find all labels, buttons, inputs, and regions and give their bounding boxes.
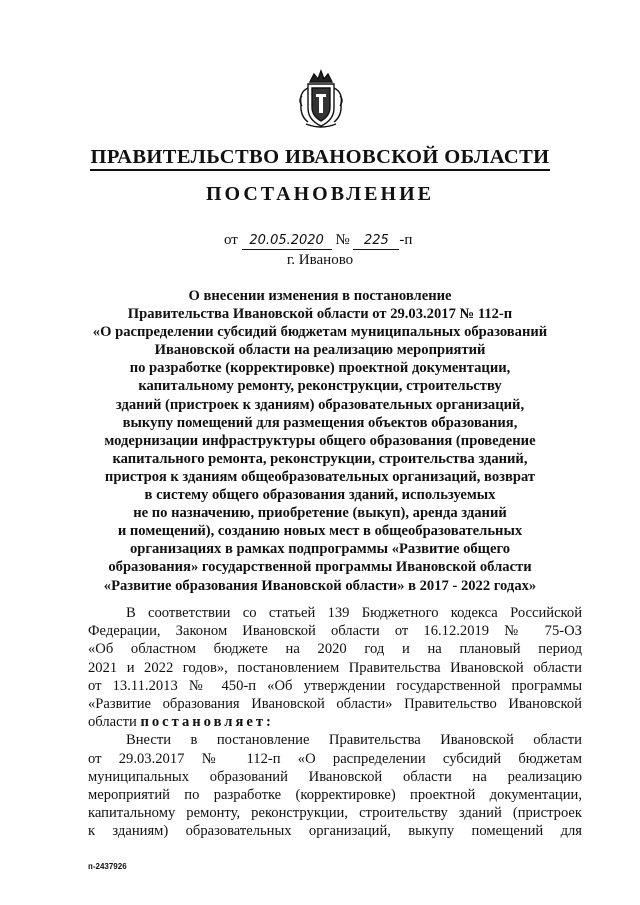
heading-line: по разработке (корректировке) проектной документации, <box>129 360 511 377</box>
amendment-line: Внести в постановление Правительства Ивановской области <box>126 732 582 749</box>
heading-line: в систему общего образования зданий, используемых <box>144 487 496 504</box>
heading-line: зданий (пристроек к зданиям) образовательных организаций, <box>115 396 525 413</box>
heading-line: организациях в рамках подпрограммы «Развитие общего <box>129 541 511 558</box>
coat-of-arms-emblem <box>296 66 346 130</box>
heading-line: Правительства Ивановской области от 29.03.2017 № 112-п <box>127 306 513 323</box>
heading-line: капитального ремонта, реконструкции, строительства зданий, <box>112 450 528 467</box>
preamble-line: В соответствии со статьей 139 Бюджетного кодекса Российской <box>126 605 582 621</box>
heading-line: выкупу помещений для размещения объектов образования, <box>122 414 518 431</box>
heading-line: «Развитие образования Ивановской области» в 2017 - 2022 годах» <box>103 577 537 594</box>
heading-line: и помещений), созданию новых мест в общеобразовательных <box>117 523 523 540</box>
heading-line: капитальному ремонту, реконструкции, строительству <box>138 378 502 395</box>
heading-line: пристроя к зданиям общеобразовательных организаций, возврат <box>104 468 536 485</box>
heading-line: О внесении изменения в постановление <box>188 288 452 304</box>
decree-body <box>88 604 582 841</box>
heading-line: Ивановской области на реализацию мероприятий <box>154 342 486 359</box>
document-type: ПОСТАНОВЛЕНИЕ <box>206 183 434 205</box>
footer-document-code: п-2437926 <box>88 862 127 871</box>
amendment-line: капитальному ремонту, реконструкции, строительству зданий (пристроек <box>88 805 582 822</box>
preamble-line: «Об областном бюджете на 2020 год и на плановый период <box>88 641 582 658</box>
preamble-last-line <box>88 713 582 731</box>
heading-line: «О распределении субсидий бюджетам муниципальных образований <box>92 324 548 341</box>
number-suffix: -п <box>399 232 413 248</box>
heading-line: модернизации инфраструктуры общего образования (проведение <box>104 432 536 449</box>
preamble-line: 2021 и 2022 годов», постановлением Правительства Ивановской области <box>88 659 582 676</box>
heading-line: не по назначению, приобретение (выкуп), аренда зданий <box>133 505 507 522</box>
preamble-line: от 13.11.2013 № 450-п «Об утверждении государственной программы <box>88 677 582 694</box>
preamble-line: «Развитие образования Ивановской области» Правительство Ивановской <box>88 696 582 713</box>
amendment-line: муниципальных образований Ивановской области на реализацию <box>88 768 582 785</box>
number-label: № <box>335 232 350 248</box>
heading-line: образования» государственной программы Ивановской области <box>108 559 532 576</box>
amendment-line: к зданиям) образовательных организаций, выкупу помещений для <box>88 823 582 840</box>
date-number-line <box>224 232 412 250</box>
government-title: ПРАВИТЕЛЬСТВО ИВАНОВСКОЙ ОБЛАСТИ <box>0 146 640 169</box>
decree-date: 20.05.2020 <box>242 233 332 250</box>
resolves-keyword: постановляет: <box>140 714 274 731</box>
preamble-last-prefix: области <box>88 714 141 731</box>
amendment-line: от 29.03.2017 № 112-п «О распределении субсидий бюджетам <box>88 750 582 767</box>
from-label: от <box>224 232 238 248</box>
preamble-line: Федерации, Законом Ивановской области от 16.12.2019 № 75-ОЗ <box>88 623 582 640</box>
city-name: г. Иваново <box>286 252 354 268</box>
decree-number: 225 <box>353 233 399 250</box>
amendment-line: мероприятий по разработке (корректировке) проектной документации, <box>88 787 582 804</box>
decree-heading <box>60 287 580 595</box>
